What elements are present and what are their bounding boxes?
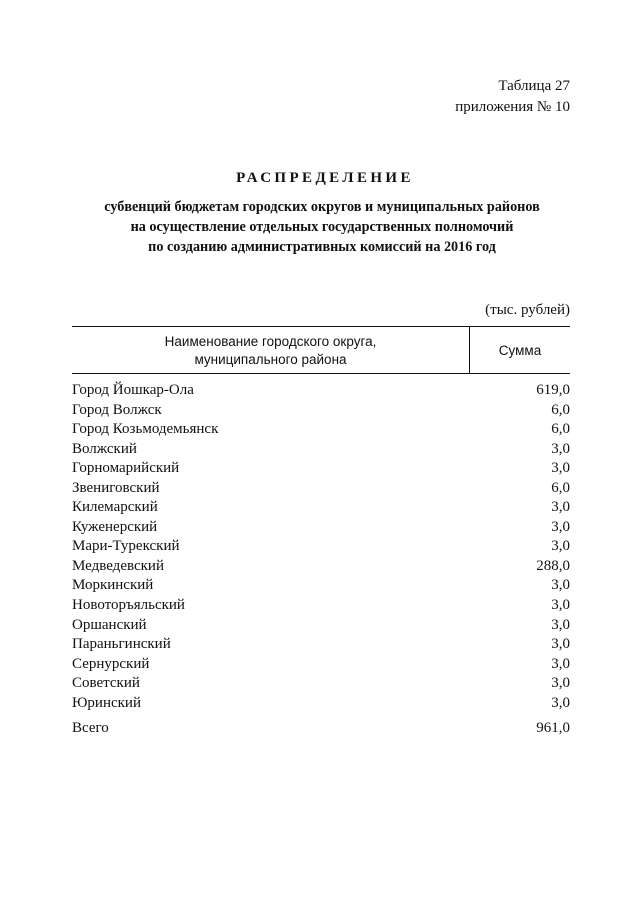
table-row (72, 401, 570, 421)
row-value: 6,0 (551, 479, 570, 496)
table-body (72, 381, 570, 713)
row-value: 3,0 (551, 655, 570, 672)
row-value: 6,0 (551, 421, 570, 438)
table-row (72, 459, 570, 479)
table-row (72, 557, 570, 577)
document-subtitle (0, 197, 640, 257)
row-name: Куженерский (72, 518, 158, 535)
row-name: Волжский (72, 440, 137, 457)
row-name: Звениговский (72, 479, 160, 496)
row-name: Моркинский (72, 577, 154, 594)
row-value: 3,0 (551, 440, 570, 457)
table-row (72, 616, 570, 636)
row-value: 3,0 (551, 694, 570, 711)
row-value: 3,0 (551, 597, 570, 614)
row-name: Горномарийский (72, 460, 180, 477)
row-value: 619,0 (536, 382, 570, 398)
row-value: 3,0 (551, 538, 570, 555)
row-name: Мари-Турекский (72, 538, 180, 555)
row-name: Город Козьмодемьянск (72, 421, 219, 438)
table-total-row (72, 718, 570, 738)
row-value: 3,0 (551, 499, 570, 516)
table-row (72, 420, 570, 440)
row-name: Оршанский (72, 616, 147, 633)
table-reference (455, 76, 570, 118)
total-label: Всего (72, 720, 109, 736)
document-title: РАСПРЕДЕЛЕНИЕ (236, 170, 414, 186)
row-name: Параньгинский (72, 636, 171, 653)
table-row (72, 479, 570, 499)
row-name: Медведевский (72, 557, 164, 574)
row-value: 3,0 (551, 577, 570, 594)
subtitle-line: по созданию административных комиссий на 2016 год (148, 239, 496, 255)
table-number: Таблица 27 (498, 78, 570, 94)
row-value: 3,0 (551, 460, 570, 477)
table-row (72, 537, 570, 557)
table-row (72, 674, 570, 694)
table-row (72, 498, 570, 518)
row-name: Город Йошкар-Ола (72, 382, 194, 398)
row-name: Юринский (72, 694, 141, 711)
table-row (72, 518, 570, 538)
header-name-column (72, 327, 470, 373)
units-label: (тыс. рублей) (485, 302, 570, 318)
table-row (72, 381, 570, 401)
table-row (72, 440, 570, 460)
row-value: 3,0 (551, 636, 570, 653)
header-name-line: Наименование городского округа, (164, 333, 377, 349)
subtitle-line: субвенций бюджетам городских округов и муниципальных районов (104, 199, 540, 215)
row-value: 288,0 (536, 557, 570, 574)
row-value: 3,0 (551, 518, 570, 535)
header-name-line: муниципального района (194, 351, 347, 367)
row-name: Город Волжск (72, 401, 162, 418)
total-value: 961,0 (536, 720, 570, 736)
table-row (72, 694, 570, 714)
row-name: Советский (72, 675, 140, 692)
table-row (72, 596, 570, 616)
header-sum-column: Сумма (498, 342, 542, 358)
row-value: 6,0 (551, 401, 570, 418)
row-name: Новоторъяльский (72, 597, 185, 614)
row-value: 3,0 (551, 616, 570, 633)
row-value: 3,0 (551, 675, 570, 692)
table-row (72, 635, 570, 655)
table-row (72, 655, 570, 675)
subtitle-line: на осуществление отдельных государственных полномочий (130, 219, 514, 235)
row-name: Килемарский (72, 499, 158, 516)
row-name: Сернурский (72, 655, 150, 672)
table-header (72, 326, 570, 374)
table-row (72, 576, 570, 596)
appendix-number: приложения № 10 (455, 99, 570, 115)
